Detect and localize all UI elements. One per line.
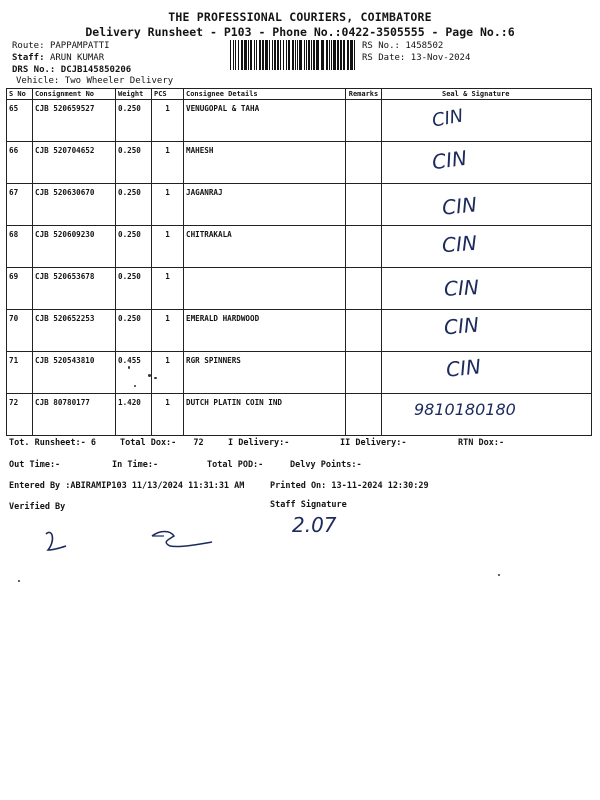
consignment-cell: CJB 520543810 bbox=[33, 352, 116, 394]
barcode-bar bbox=[313, 40, 315, 70]
barcode-bar bbox=[331, 40, 332, 70]
remarks-cell bbox=[346, 268, 382, 310]
sno-cell: 71 bbox=[7, 352, 33, 394]
remarks-cell bbox=[346, 184, 382, 226]
weight-cell: 0.250 bbox=[116, 268, 152, 310]
scan-speck bbox=[148, 374, 151, 377]
rs-no-label: RS No.: bbox=[362, 41, 400, 51]
vehicle-label: Vehicle: bbox=[16, 76, 60, 86]
barcode-bar bbox=[321, 40, 324, 70]
remarks-cell bbox=[346, 100, 382, 142]
seal-signature-cell bbox=[382, 100, 592, 142]
rs-no-value: 1458502 bbox=[405, 41, 444, 51]
sno-cell: 67 bbox=[7, 184, 33, 226]
barcode-bar bbox=[288, 40, 290, 70]
barcode-bar bbox=[277, 40, 279, 70]
barcode-bar bbox=[283, 40, 284, 70]
rs-date-value: 13-Nov-2024 bbox=[410, 53, 471, 63]
consignee-cell: JAGANRAJ bbox=[184, 184, 346, 226]
weight-cell: 0.250 bbox=[116, 310, 152, 352]
barcode-bar bbox=[311, 40, 312, 70]
i-delivery: I Delivery:- bbox=[228, 438, 290, 448]
barcode-bar bbox=[248, 40, 249, 70]
drs-label: DRS No.: bbox=[12, 65, 56, 75]
consignment-cell: CJB 520653678 bbox=[33, 268, 116, 310]
barcode-bar bbox=[347, 40, 349, 70]
col-seal: Seal & Signature bbox=[382, 89, 592, 100]
barcode-bar bbox=[329, 40, 330, 70]
barcode-bar bbox=[354, 40, 355, 70]
staff-label: Staff: bbox=[12, 53, 45, 63]
seal-handwriting: CIN bbox=[443, 275, 480, 301]
barcode-bar bbox=[256, 40, 257, 70]
consignee-cell: RGR SPINNERS bbox=[184, 352, 346, 394]
consignment-cell: CJB 520652253 bbox=[33, 310, 116, 352]
pcs-cell: 1 bbox=[152, 184, 184, 226]
vehicle-line bbox=[16, 75, 173, 87]
barcode-bar bbox=[230, 40, 231, 70]
total-dox bbox=[120, 438, 204, 448]
sno-cell: 66 bbox=[7, 142, 33, 184]
weight-cell: 0.250 bbox=[116, 142, 152, 184]
seal-handwriting: 9810180180 bbox=[414, 400, 516, 419]
sno-cell: 70 bbox=[7, 310, 33, 352]
barcode-bar bbox=[241, 40, 243, 70]
barcode-bar bbox=[280, 40, 281, 70]
barcode-bar bbox=[265, 40, 268, 70]
col-pcs: PCS bbox=[152, 89, 184, 100]
barcode-icon bbox=[230, 40, 356, 70]
remarks-cell bbox=[346, 226, 382, 268]
total-pod: Total POD:- bbox=[207, 460, 264, 470]
seal-signature-cell bbox=[382, 142, 592, 184]
in-time: In Time:- bbox=[112, 460, 159, 470]
consignee-cell: VENUGOPAL & TAHA bbox=[184, 100, 346, 142]
seal-signature-cell bbox=[382, 226, 592, 268]
sno-cell: 68 bbox=[7, 226, 33, 268]
barcode-bar bbox=[337, 40, 339, 70]
rtn-dox: RTN Dox:- bbox=[458, 438, 505, 448]
remarks-cell bbox=[346, 352, 382, 394]
table-row bbox=[7, 184, 592, 226]
scan-speck bbox=[18, 580, 20, 582]
consignment-cell: CJB 520704652 bbox=[33, 142, 116, 184]
pcs-cell: 1 bbox=[152, 100, 184, 142]
seal-signature-cell bbox=[382, 268, 592, 310]
barcode-bar bbox=[259, 40, 261, 70]
printed-on: Printed On: 13-11-2024 12:30:29 bbox=[270, 481, 429, 491]
barcode-bar bbox=[274, 40, 276, 70]
barcode-bar bbox=[262, 40, 264, 70]
weight-cell: 1.420 bbox=[116, 394, 152, 436]
seal-handwriting: CIN bbox=[430, 105, 465, 132]
pcs-cell: 1 bbox=[152, 226, 184, 268]
pcs-cell: 1 bbox=[152, 352, 184, 394]
table-row bbox=[7, 352, 592, 394]
table-row bbox=[7, 100, 592, 142]
col-remarks: Remarks bbox=[346, 89, 382, 100]
verified-by-label: Verified By bbox=[9, 502, 66, 512]
table-row bbox=[7, 268, 592, 310]
ii-delivery: II Delivery:- bbox=[340, 438, 407, 448]
consignee-cell: CHITRAKALA bbox=[184, 226, 346, 268]
pcs-cell: 1 bbox=[152, 310, 184, 352]
staff-value: ARUN KUMAR bbox=[49, 53, 105, 63]
scan-speck bbox=[498, 574, 500, 576]
total-runsheet: Tot. Runsheet:- 6 bbox=[9, 438, 96, 448]
seal-signature-cell bbox=[382, 310, 592, 352]
barcode-bar bbox=[233, 40, 234, 70]
rs-date-line bbox=[362, 52, 470, 64]
consignment-cell: CJB 520609230 bbox=[33, 226, 116, 268]
barcode-bar bbox=[350, 40, 353, 70]
delvy-points: Delvy Points:- bbox=[290, 460, 362, 470]
seal-handwriting: CIN bbox=[441, 230, 478, 258]
barcode-bar bbox=[308, 40, 310, 70]
consignee-cell bbox=[184, 268, 346, 310]
sno-cell: 69 bbox=[7, 268, 33, 310]
remarks-cell bbox=[346, 310, 382, 352]
col-weight: Weight bbox=[116, 89, 152, 100]
barcode-bar bbox=[269, 40, 270, 70]
remarks-cell bbox=[346, 142, 382, 184]
col-consignment: Consignment No bbox=[33, 89, 116, 100]
rs-no-line bbox=[362, 40, 443, 52]
seal-signature-cell bbox=[382, 394, 592, 436]
total-dox-label: Total Dox:- bbox=[120, 438, 177, 448]
weight-cell: 0.250 bbox=[116, 184, 152, 226]
table-row bbox=[7, 142, 592, 184]
table-row bbox=[7, 310, 592, 352]
consignment-cell: CJB 520659527 bbox=[33, 100, 116, 142]
barcode-bar bbox=[235, 40, 236, 70]
sno-cell: 65 bbox=[7, 100, 33, 142]
barcode-bar bbox=[340, 40, 342, 70]
staff-line bbox=[12, 52, 104, 64]
table-row bbox=[7, 226, 592, 268]
staff-signature-label: Staff Signature bbox=[270, 500, 347, 510]
barcode-bar bbox=[304, 40, 305, 70]
barcode-bar bbox=[299, 40, 302, 70]
route-line bbox=[12, 40, 110, 52]
pcs-cell: 1 bbox=[152, 142, 184, 184]
barcode-bar bbox=[238, 40, 239, 70]
weight-cell: 0.250 bbox=[116, 226, 152, 268]
verifier-signature-icon bbox=[40, 520, 220, 560]
consignment-cell: CJB 520630670 bbox=[33, 184, 116, 226]
scan-speck bbox=[154, 377, 157, 379]
col-sno: S No bbox=[7, 89, 33, 100]
route-label: Route: bbox=[12, 41, 45, 51]
runsheet-subtitle: Delivery Runsheet - P103 - Phone No.:0422-3505555 - Page No.:6 bbox=[85, 25, 515, 39]
barcode-bar bbox=[343, 40, 345, 70]
barcode-bar bbox=[306, 40, 307, 70]
seal-handwriting: CIN bbox=[444, 354, 482, 382]
seal-handwriting: CIN bbox=[443, 312, 480, 340]
barcode-bar bbox=[244, 40, 247, 70]
barcode-bar bbox=[272, 40, 273, 70]
barcode-bar bbox=[250, 40, 252, 70]
scan-speck bbox=[128, 366, 130, 369]
entered-by: Entered By :ABIRAMIP103 11/13/2024 11:31:31 AM bbox=[9, 481, 245, 491]
consignee-cell: DUTCH PLATIN COIN IND bbox=[184, 394, 346, 436]
scan-speck bbox=[134, 385, 136, 387]
weight-cell: 0.455 bbox=[116, 352, 152, 394]
sno-cell: 72 bbox=[7, 394, 33, 436]
barcode-bar bbox=[286, 40, 287, 70]
consignee-cell: MAHESH bbox=[184, 142, 346, 184]
drs-value: DCJB145850206 bbox=[60, 65, 132, 75]
remarks-cell bbox=[346, 394, 382, 436]
route-value: PAPPAMPATTI bbox=[49, 41, 110, 51]
seal-handwriting: CIN bbox=[440, 192, 478, 220]
table-row bbox=[7, 394, 592, 436]
pcs-cell: 1 bbox=[152, 394, 184, 436]
weight-cell: 0.250 bbox=[116, 100, 152, 142]
barcode-bar bbox=[295, 40, 296, 70]
col-consignee: Consignee Details bbox=[184, 89, 346, 100]
barcode-bar bbox=[297, 40, 298, 70]
vehicle-value: Two Wheeler Delivery bbox=[64, 76, 174, 86]
consignee-cell: EMERALD HARDWOOD bbox=[184, 310, 346, 352]
rs-date-label: RS Date: bbox=[362, 53, 406, 63]
barcode-bar bbox=[326, 40, 328, 70]
out-time: Out Time:- bbox=[9, 460, 61, 470]
company-title: THE PROFESSIONAL COURIERS, COIMBATORE bbox=[168, 10, 432, 24]
barcode-bar bbox=[333, 40, 336, 70]
total-dox-value: 72 bbox=[193, 438, 204, 448]
table-header-row bbox=[7, 89, 592, 100]
pcs-cell: 1 bbox=[152, 268, 184, 310]
barcode-bar bbox=[254, 40, 255, 70]
barcode-bar bbox=[292, 40, 294, 70]
seal-handwriting: CIN bbox=[430, 145, 469, 175]
barcode-bar bbox=[316, 40, 319, 70]
runsheet-table bbox=[6, 88, 592, 436]
seal-signature-cell bbox=[382, 352, 592, 394]
seal-signature-cell bbox=[382, 184, 592, 226]
staff-signature-handwriting: 2.07 bbox=[292, 513, 337, 537]
consignment-cell: CJB 80780177 bbox=[33, 394, 116, 436]
